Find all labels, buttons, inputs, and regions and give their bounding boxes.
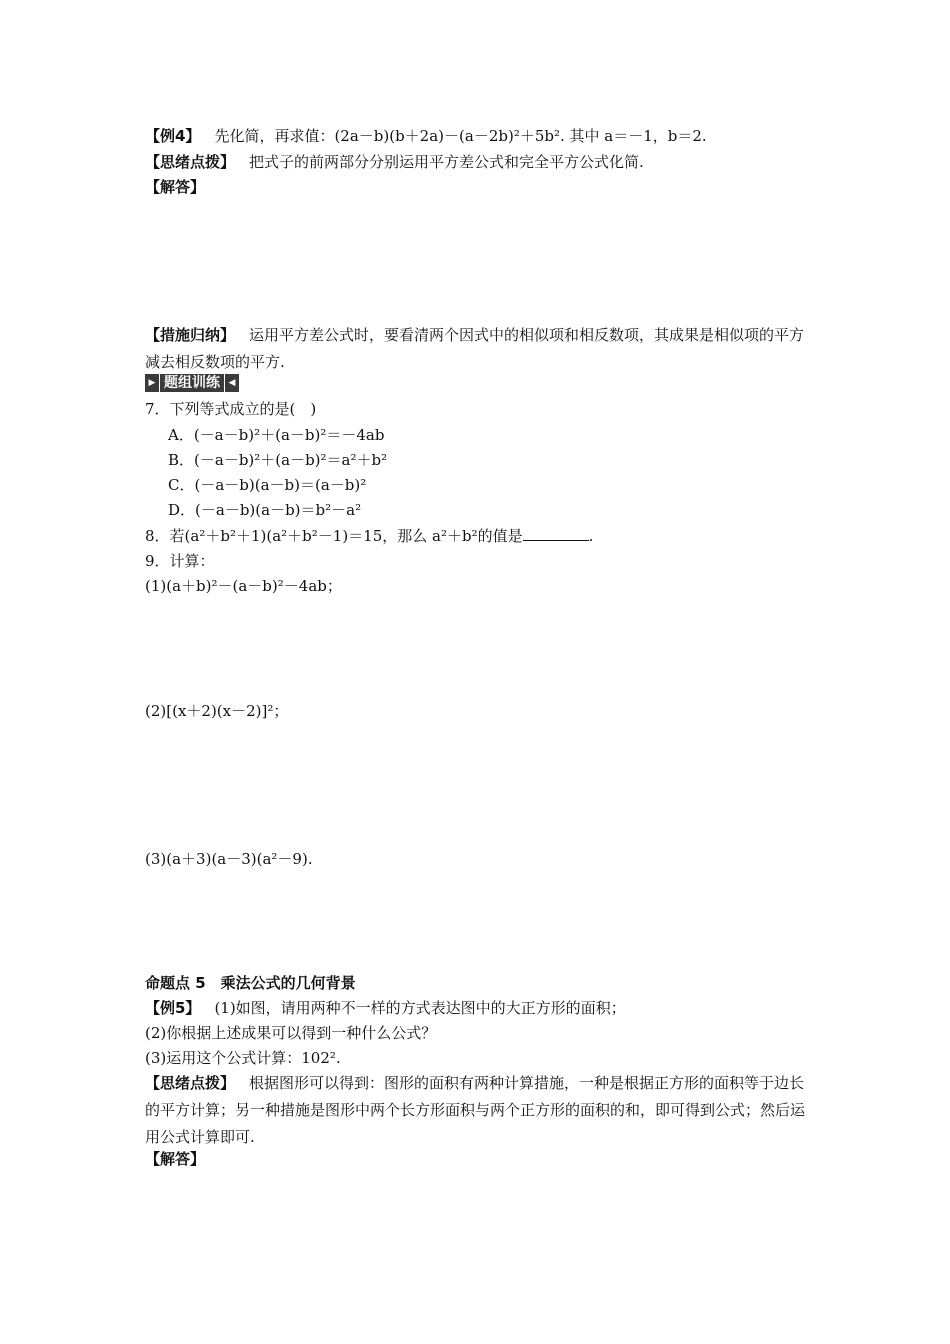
- method-summary-tag: 【措施归纳】: [145, 326, 236, 344]
- question-9-part-3: (3)(a＋3)(a－3)(a²－9).: [145, 850, 313, 868]
- example-5-line-1: (1)如图，请用两种不一样的方式表达图中的大正方形的面积；: [214, 999, 626, 1017]
- question-8: [145, 526, 593, 546]
- example-5-tag: 【例5】: [145, 999, 201, 1017]
- example-5-line-2: (2)你根据上述成果可以得到一种什么公式？: [145, 1024, 437, 1042]
- question-7-option-b: B．(－a－b)²＋(a－b)²＝a²＋b²: [168, 451, 388, 469]
- answer-4-tag: 【解答】: [145, 178, 206, 196]
- example-5-line-3: (3)运用这个公式计算：102².: [145, 1049, 341, 1067]
- question-7-stem: 7．下列等式成立的是( ): [145, 400, 317, 418]
- question-8-text: 8．若(a²＋b²＋1)(a²＋b²－1)＝15，那么 a²＋b²的值是: [145, 527, 523, 545]
- example-4-tag: 【例4】: [145, 127, 201, 145]
- topic-5-title: 命题点 5 乘法公式的几何背景: [145, 974, 356, 992]
- question-7-option-c: C．(－a－b)(a－b)＝(a－b)²: [168, 476, 367, 494]
- play-left-icon: ◀: [225, 374, 239, 392]
- hint-4-tag: 【思绪点拨】: [145, 153, 236, 171]
- question-7-option-d: D．(－a－b)(a－b)＝b²－a²: [168, 501, 362, 519]
- play-right-icon: ▶: [145, 374, 159, 392]
- hint-5-text: 根据图形可以得到：图形的面积有两种计算措施，一种是根据正方形的面积等于边长的平方计算；另一种措施是图形中两个长方形面积与两个正方形的面积的和，即可得到公式；然后运用公式计算即可.: [145, 1074, 806, 1146]
- example-4-text: 先化简，再求值：(2a－b)(b＋2a)－(a－2b)²＋5b². 其中 a＝－1，b＝2.: [214, 127, 707, 145]
- hint-4: [145, 152, 644, 172]
- hint-4-text: 把式子的前两部分分别运用平方差公式和完全平方公式化简.: [249, 153, 644, 171]
- question-9-stem: 9．计算：: [145, 552, 215, 570]
- method-summary: [145, 322, 810, 376]
- example-5: [145, 998, 626, 1018]
- example-4: [145, 126, 707, 146]
- hint-5: [145, 1070, 810, 1151]
- practice-banner-label: 题组训练: [160, 374, 224, 392]
- answer-5-tag: 【解答】: [145, 1150, 206, 1168]
- question-9-part-1: (1)(a＋b)²－(a－b)²－4ab；: [145, 577, 342, 595]
- question-9-part-2: (2)[(x＋2)(x－2)]²；: [145, 702, 289, 720]
- method-summary-text: 运用平方差公式时，要看清两个因式中的相似项和相反数项，其成果是相似项的平方减去相反数项的平方.: [145, 326, 805, 371]
- hint-5-tag: 【思绪点拨】: [145, 1074, 236, 1092]
- answer-blank[interactable]: [523, 526, 589, 541]
- practice-banner: [145, 373, 239, 393]
- question-8-end: .: [588, 527, 594, 545]
- question-7-option-a: A．(－a－b)²＋(a－b)²＝－4ab: [168, 426, 385, 444]
